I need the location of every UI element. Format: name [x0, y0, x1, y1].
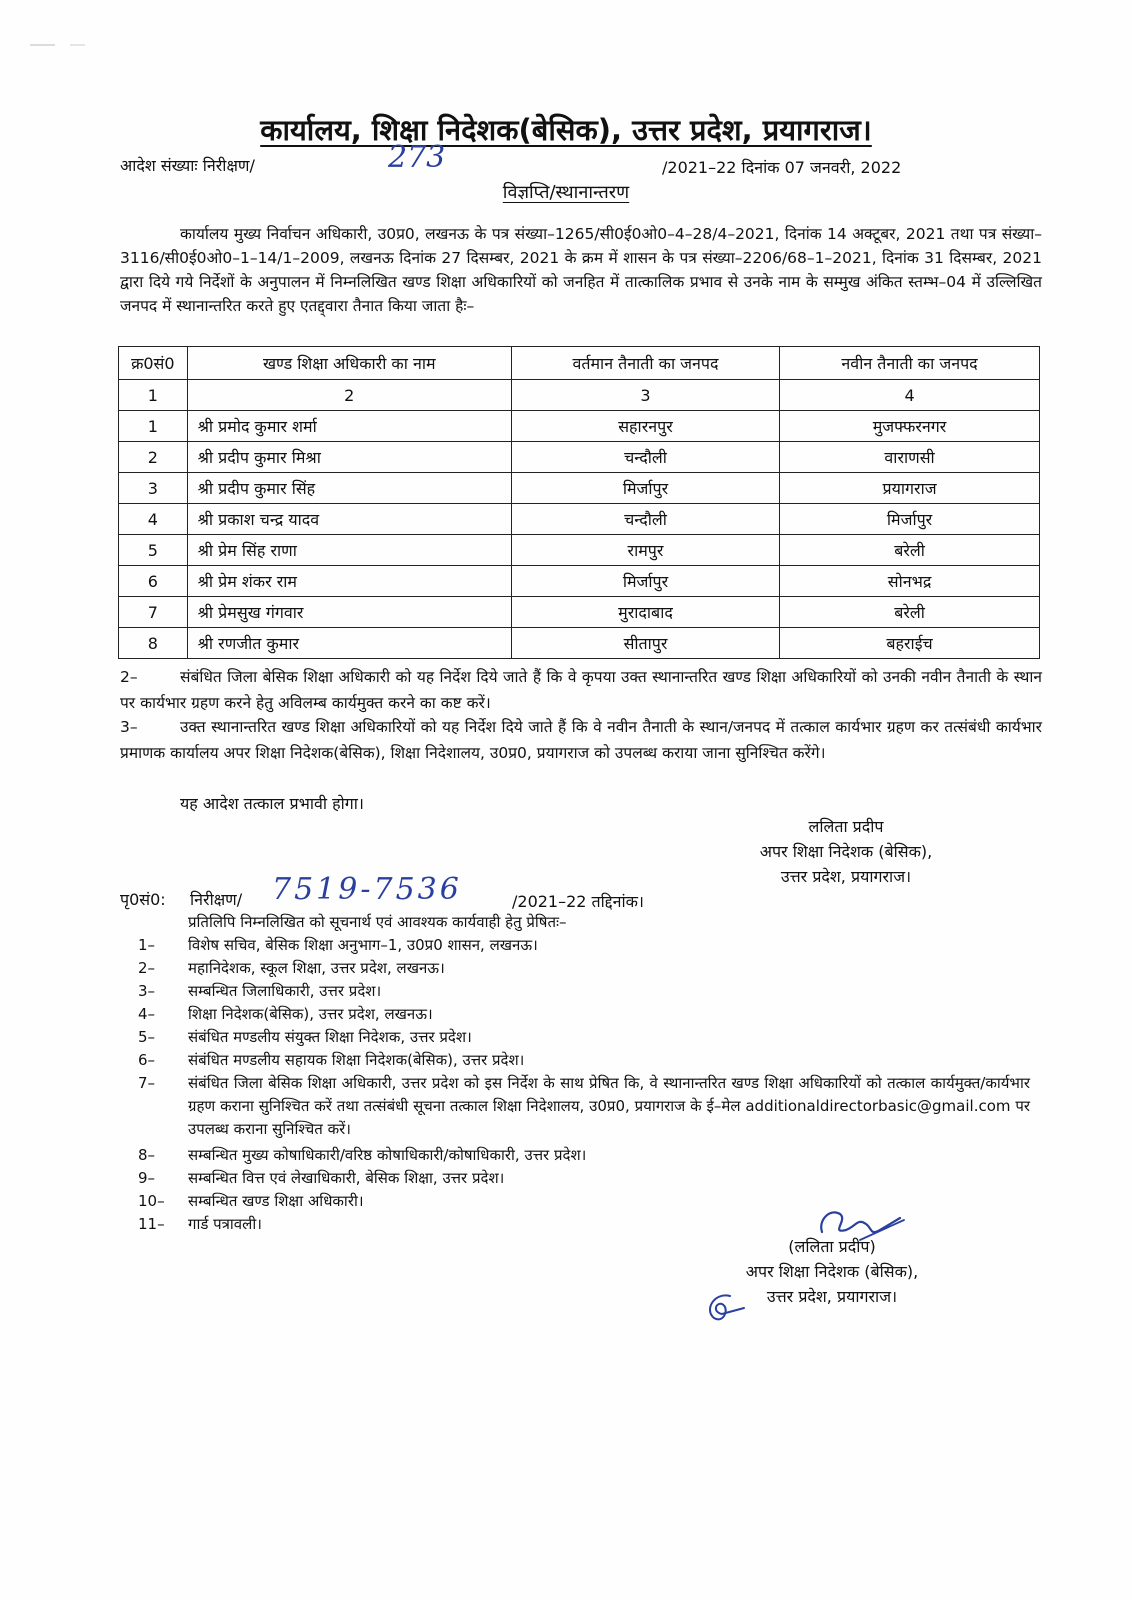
cell-new: मुजफ्फरनगर [780, 411, 1040, 442]
signatory-designation: अपर शिक्षा निदेशक (बेसिक), [759, 842, 933, 861]
list-item-number: 5– [138, 1028, 156, 1046]
intro-paragraph: कार्यालय मुख्य निर्वाचन अधिकारी, उ0प्र0, लखनऊ के पत्र संख्या–1265/सी0ई0ओ0–4–28/4–2021, दिनांक 14 अक्टूबर, 2021 तथा पत्र संख्या–3116/सी0ई0ओ0–1–14/1–2009, लखनऊ दिनांक 27 दिसम्बर, 2021 के क्रम में शासन के पत्र संख्या–2206/68–1–2021, दिनांक 31 दिसम्बर, 2021 द्वारा दिये गये निर्देशों के अनुपालन में निम्नलिखित खण्ड शिक्षा अधिकारियों को जनहित में तात्कालिक प्रभाव से उनके नाम के सम्मुख अंकित स्तम्भ–04 में उल्लिखित जनपद में स्थानान्तरित करते हुए एतद्द्वारा तैनात किया जाता हैः– [120, 225, 1042, 315]
endorsement-intro: प्रतिलिपि निम्नलिखित को सूचनार्थ एवं आवश्यक कार्यवाही हेतु प्रेषितः– [188, 913, 567, 931]
cell-current: चन्दौली [511, 442, 779, 473]
cell-current: मिर्जापुर [511, 566, 779, 597]
list-item-text: सम्बन्धित खण्ड शिक्षा अधिकारी। [188, 1192, 364, 1210]
header-serial: क्र0सं0 [119, 347, 188, 380]
cell-current: चन्दौली [511, 504, 779, 535]
cell-serial: 1 [119, 411, 188, 442]
paragraph-3 [120, 714, 1042, 766]
list-item-number: 2– [138, 959, 156, 977]
cell-name: श्री प्रेमसुख गंगवार [187, 597, 511, 628]
cell-new: सोनभद्र [780, 566, 1040, 597]
column-number: 1 [119, 380, 188, 411]
cell-current: रामपुर [511, 535, 779, 566]
subject-line: विज्ञप्ति/स्थानान्तरण [502, 182, 630, 203]
column-number: 3 [511, 380, 779, 411]
cell-serial: 2 [119, 442, 188, 473]
cell-name: श्री प्रेम सिंह राणा [187, 535, 511, 566]
header-new-district: नवीन तैनाती का जनपद [780, 347, 1040, 380]
order-date: /2021–22 दिनांक 07 जनवरी, 2022 [662, 158, 902, 177]
list-item-number: 9– [138, 1169, 156, 1187]
cell-serial: 3 [119, 473, 188, 504]
list-item-text: सम्बन्धित मुख्य कोषाधिकारी/वरिष्ठ कोषाधिकारी/कोषाधिकारी, उत्तर प्रदेश। [188, 1146, 587, 1164]
endorsement-ref-prefix: निरीक्षण/ [190, 890, 243, 909]
cell-current: सीतापुर [511, 628, 779, 659]
office-title: कार्यालय, शिक्षा निदेशक(बेसिक), उत्तर प्रदेश, प्रयागराज। [260, 113, 872, 147]
cell-new: प्रयागराज [780, 473, 1040, 504]
cell-new: बहराईच [780, 628, 1040, 659]
cell-name: श्री रणजीत कुमार [187, 628, 511, 659]
cell-current: मुरादाबाद [511, 597, 779, 628]
final-signatory-designation: अपर शिक्षा निदेशक (बेसिक), [745, 1262, 919, 1281]
order-number-handwritten: 273 [388, 140, 446, 175]
list-item-text: संबंधित मण्डलीय संयुक्त शिक्षा निदेशक, उत्तर प्रदेश। [188, 1028, 472, 1046]
list-item-text: सम्बन्धित वित्त एवं लेखाधिकारी, बेसिक शिक्षा, उत्तर प्रदेश। [188, 1169, 505, 1187]
cell-new: वाराणसी [780, 442, 1040, 473]
final-signatory-place: उत्तर प्रदेश, प्रयागराज। [766, 1287, 898, 1306]
cell-new: मिर्जापुर [780, 504, 1040, 535]
column-number: 4 [780, 380, 1040, 411]
list-item-text: गार्ड पत्रावली। [188, 1215, 262, 1233]
column-number: 2 [187, 380, 511, 411]
cell-new: बरेली [780, 535, 1040, 566]
cell-name: श्री प्रदीप कुमार मिश्रा [187, 442, 511, 473]
final-signatory-block [712, 1234, 952, 1309]
cell-name: श्री प्रकाश चन्द्र यादव [187, 504, 511, 535]
list-item-text: शिक्षा निदेशक(बेसिक), उत्तर प्रदेश, लखनऊ। [188, 1005, 433, 1023]
cell-serial: 6 [119, 566, 188, 597]
final-signatory-name: (ललिता प्रदीप) [788, 1237, 876, 1256]
header-name: खण्ड शिक्षा अधिकारी का नाम [187, 347, 511, 380]
signatory-place: उत्तर प्रदेश, प्रयागराज। [780, 867, 912, 886]
list-item-text: सम्बन्धित जिलाधिकारी, उत्तर प्रदेश। [188, 982, 382, 1000]
header-current-district: वर्तमान तैनाती का जनपद [511, 347, 779, 380]
table-row [119, 473, 1040, 504]
paragraph-2 [120, 664, 1042, 716]
cell-name: श्री प्रदीप कुमार सिंह [187, 473, 511, 504]
list-item-number: 3– [138, 982, 156, 1000]
transfer-table [118, 346, 1040, 659]
list-item-number: 7– [138, 1074, 156, 1092]
list-item-number: 6– [138, 1051, 156, 1069]
cell-serial: 5 [119, 535, 188, 566]
table-row [119, 597, 1040, 628]
effect-line: यह आदेश तत्काल प्रभावी होगा। [180, 794, 364, 813]
cell-serial: 8 [119, 628, 188, 659]
cell-new: बरेली [780, 597, 1040, 628]
table-row [119, 411, 1040, 442]
table-row [119, 504, 1040, 535]
endorsement-ref-suffix: /2021–22 तद्दिनांक। [512, 892, 644, 911]
table-column-number-row [119, 380, 1040, 411]
table-row [119, 442, 1040, 473]
list-item-text: महानिदेशक, स्कूल शिक्षा, उत्तर प्रदेश, लखनऊ। [188, 959, 445, 977]
table-row [119, 628, 1040, 659]
paragraph-number: 2– [120, 668, 138, 686]
endorsement-ref-handwritten: 7519-7536 [272, 872, 462, 907]
list-item-number: 4– [138, 1005, 156, 1023]
table-row [119, 535, 1040, 566]
paragraph-number: 3– [120, 718, 138, 736]
signatory-block [726, 814, 966, 889]
list-item-number: 8– [138, 1146, 156, 1164]
table-row [119, 566, 1040, 597]
list-item-number: 1– [138, 936, 156, 954]
table-header-row [119, 347, 1040, 380]
list-item-text: संबंधित जिला बेसिक शिक्षा अधिकारी, उत्तर प्रदेश को इस निर्देश के साथ प्रेषित कि, वे स्थानान्तरित खण्ड शिक्षा अधिकारियों को तत्काल कार्यमुक्त/कार्यभार ग्रहण कराना सुनिश्चित करें तथा तत्संबंधी सूचना तत्काल शिक्षा निदेशालय, उ0प्र0, प्रयागराज के ई–मेल additionaldirectorbasic@gmail.com पर उपलब्ध कराना सुनिश्चित करें। [188, 1074, 1030, 1138]
scan-mark [30, 40, 90, 50]
cell-name: श्री प्रेम शंकर राम [187, 566, 511, 597]
endorsement-prefix: पृ0सं0: [120, 890, 166, 909]
cell-name: श्री प्रमोद कुमार शर्मा [187, 411, 511, 442]
paragraph-text: उक्त स्थानान्तरित खण्ड शिक्षा अधिकारियों को यह निर्देश दिये जाते हैं कि वे नवीन तैनाती के स्थान/जनपद में तत्काल कार्यभार ग्रहण कर तत्संबंधी कार्यभार प्रमाणक कार्यालय अपर शिक्षा निदेशक(बेसिक), शिक्षा निदेशालय, उ0प्र0, प्रयागराज को उपलब्ध कराया जाना सुनिश्चित करेंगे। [120, 718, 1042, 762]
list-item-text: विशेष सचिव, बेसिक शिक्षा अनुभाग–1, उ0प्र0 शासन, लखनऊ। [188, 936, 538, 954]
cell-current: सहारनपुर [511, 411, 779, 442]
list-item-text: संबंधित मण्डलीय सहायक शिक्षा निदेशक(बेसिक), उत्तर प्रदेश। [188, 1051, 525, 1069]
cell-current: मिर्जापुर [511, 473, 779, 504]
paragraph-text: संबंधित जिला बेसिक शिक्षा अधिकारी को यह निर्देश दिये जाते हैं कि वे कृपया उक्त स्थानान्तरित खण्ड शिक्षा अधिकारियों को उनकी नवीन तैनाती के स्थान पर कार्यभार ग्रहण करने हेतु अविलम्ब कार्यमुक्त करने का कष्ट करें। [120, 668, 1042, 712]
list-item-number: 11– [138, 1215, 165, 1233]
list-item-number: 10– [138, 1192, 165, 1210]
cell-serial: 7 [119, 597, 188, 628]
signatory-name: ललिता प्रदीप [808, 817, 884, 836]
cell-serial: 4 [119, 504, 188, 535]
order-prefix: आदेश संख्याः निरीक्षण/ [120, 156, 255, 175]
